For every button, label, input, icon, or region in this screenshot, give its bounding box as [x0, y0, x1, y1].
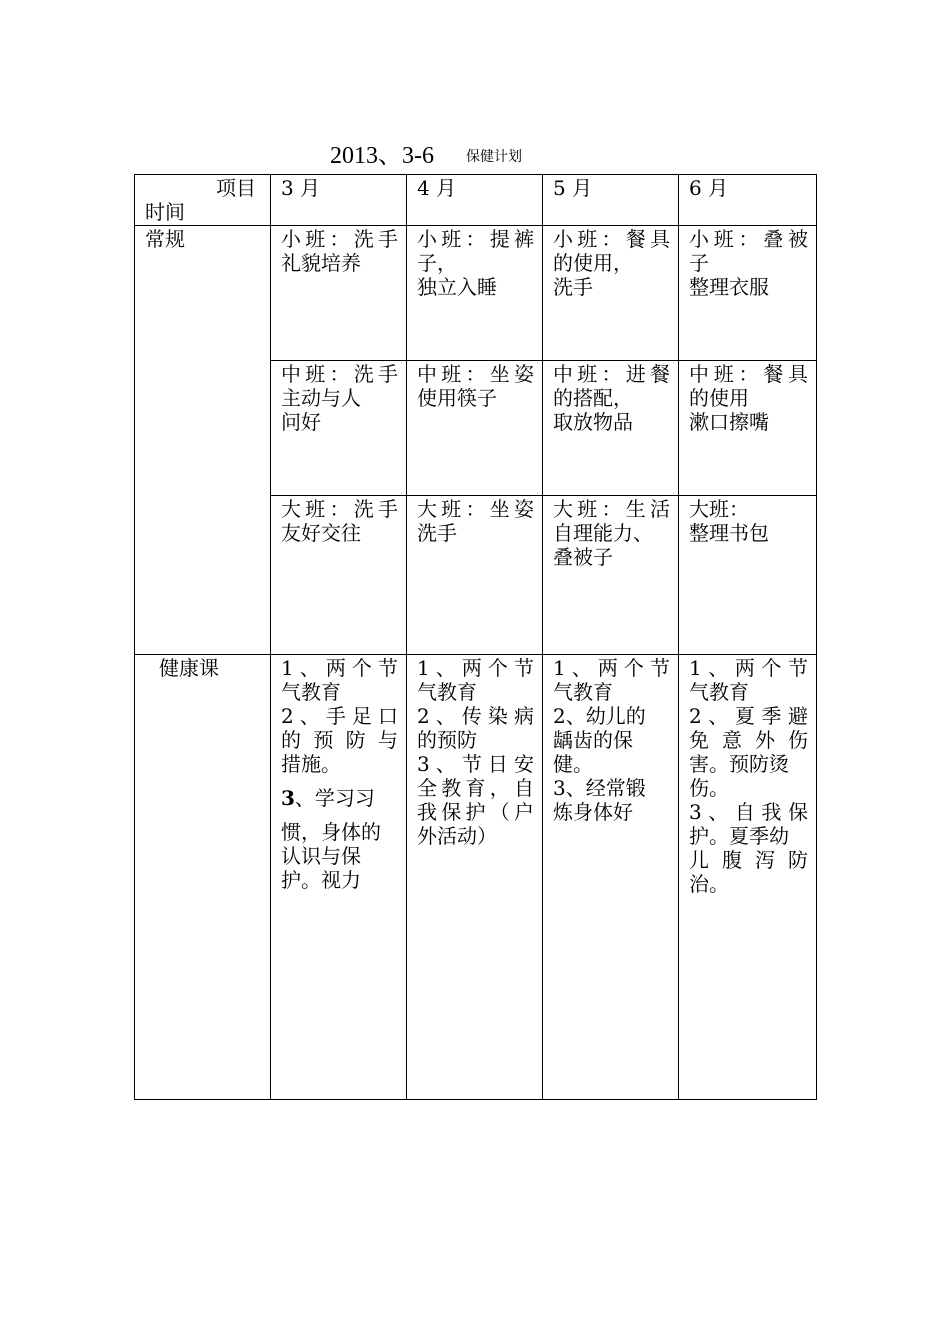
cell-line: 整理衣服 — [689, 275, 769, 299]
routine-small-m6 — [679, 226, 817, 361]
title-subtitle: 保健计划 — [466, 149, 522, 165]
cell-line: 炼身体好 — [553, 800, 633, 824]
health-plan-table — [134, 174, 817, 1100]
cell-line: 2、手足口 — [281, 704, 398, 728]
routine-small-m5 — [543, 226, 679, 361]
routine-middle-m5 — [543, 361, 679, 496]
cell-line: 的搭配， — [553, 386, 633, 410]
cell-line: 的预防与 — [281, 728, 398, 752]
cell-line: 伤。 — [689, 776, 729, 800]
cell-line: 大班： — [689, 497, 749, 521]
cell-line: 惯，身体的 — [281, 820, 381, 844]
header-month-3: 3 月 — [271, 175, 407, 226]
cell-line: 洗手 — [553, 275, 593, 299]
cell-line: 儿腹泻防 — [689, 848, 808, 872]
title-date: 2013、3-6 — [330, 143, 434, 169]
cell-line: 中班：坐姿 — [417, 362, 534, 386]
cell-line: 外活动） — [417, 824, 497, 848]
cell-line: 措施。 — [281, 752, 341, 776]
cell-line: 认识与保 — [281, 844, 361, 868]
header-month-6: 6 月 — [679, 175, 817, 226]
health-m6 — [679, 655, 817, 1100]
header-corner-cell — [135, 175, 271, 226]
cell-line: 2、幼儿的 — [553, 704, 646, 728]
cell-line: 小班：提裤 — [417, 227, 534, 251]
routine-middle-m3 — [271, 361, 407, 496]
cell-line: 友好交往 — [281, 521, 361, 545]
cell-line: 大班：洗手 — [281, 497, 398, 521]
header-month-4: 4 月 — [407, 175, 543, 226]
cell-line: 大班：坐姿 — [417, 497, 534, 521]
cell-line: 使用筷子 — [417, 386, 497, 410]
cell-line: 中班：洗手 — [281, 362, 398, 386]
cell-line: 治。 — [689, 872, 729, 896]
cell-line: 2、传染病 — [417, 704, 534, 728]
health-item3-number: 3 — [281, 786, 295, 810]
cell-line: 的使用 — [689, 386, 749, 410]
routine-large-m6 — [679, 496, 817, 655]
health-class-row — [135, 655, 817, 1100]
cell-line: 健。 — [553, 752, 593, 776]
cell-line: 2、夏季避 — [689, 704, 808, 728]
cell-line: 气教育 — [689, 680, 749, 704]
cell-line: 害。预防烫 — [689, 752, 789, 776]
cell-line: 龋齿的保 — [553, 728, 633, 752]
cell-line: 洗手 — [417, 521, 457, 545]
cell-line: 全教育，自 — [417, 776, 534, 800]
cell-line: 3、经常锻 — [553, 776, 646, 800]
cell-line: 气教育 — [553, 680, 613, 704]
health-item3-line — [281, 786, 398, 810]
cell-line: 护。视力 — [281, 868, 361, 892]
header-time-label: 时间 — [145, 200, 185, 224]
cell-line: 大班：生活 — [553, 497, 670, 521]
header-item-label: 项目 — [216, 176, 256, 200]
cell-line: 气教育 — [281, 680, 341, 704]
cell-line: 1、两个节 — [281, 656, 398, 680]
health-m5 — [543, 655, 679, 1100]
routine-label: 常规 — [145, 227, 185, 251]
routine-middle-m4 — [407, 361, 543, 496]
cell-line: 3、自我保 — [689, 800, 808, 824]
cell-line: 主动与人 — [281, 386, 361, 410]
cell-line: 护。夏季幼 — [689, 824, 789, 848]
health-m4 — [407, 655, 543, 1100]
cell-line: 整理书包 — [689, 521, 769, 545]
cell-line: 的使用， — [553, 251, 633, 275]
cell-line: 小班：洗手 — [281, 227, 398, 251]
health-label-cell — [135, 655, 271, 1100]
cell-line: 3、节日安 — [417, 752, 534, 776]
document-title — [330, 135, 522, 170]
cell-line: 1、两个节 — [553, 656, 670, 680]
cell-line: 子 — [689, 251, 709, 275]
cell-line: 小班：叠被 — [689, 227, 808, 251]
routine-small-m4 — [407, 226, 543, 361]
cell-line: 小班：餐具 — [553, 227, 670, 251]
routine-large-m3 — [271, 496, 407, 655]
routine-label-cell — [135, 226, 271, 655]
cell-line: 子， — [417, 251, 457, 275]
cell-line: 我保护（户 — [417, 800, 534, 824]
routine-large-m5 — [543, 496, 679, 655]
cell-line: 的预防 — [417, 728, 477, 752]
cell-line: 问好 — [281, 410, 321, 434]
health-m3 — [271, 655, 407, 1100]
cell-line: 礼貌培养 — [281, 251, 361, 275]
cell-line: 中班：进餐 — [553, 362, 670, 386]
cell-line: 自理能力、 — [553, 521, 653, 545]
cell-line: 气教育 — [417, 680, 477, 704]
header-month-5: 5 月 — [543, 175, 679, 226]
cell-line: 取放物品 — [553, 410, 633, 434]
health-label: 健康课 — [159, 656, 219, 680]
cell-line: 免意外伤 — [689, 728, 808, 752]
routine-small-m3 — [271, 226, 407, 361]
cell-line: 中班：餐具 — [689, 362, 808, 386]
routine-middle-m6 — [679, 361, 817, 496]
cell-line: 、学习习 — [294, 786, 375, 810]
header-row — [135, 175, 817, 226]
cell-line: 1、两个节 — [689, 656, 808, 680]
cell-line: 漱口擦嘴 — [689, 410, 769, 434]
routine-small-row — [135, 226, 817, 361]
cell-line: 1、两个节 — [417, 656, 534, 680]
routine-large-m4 — [407, 496, 543, 655]
cell-line: 独立入睡 — [417, 275, 497, 299]
cell-line: 叠被子 — [553, 545, 613, 569]
